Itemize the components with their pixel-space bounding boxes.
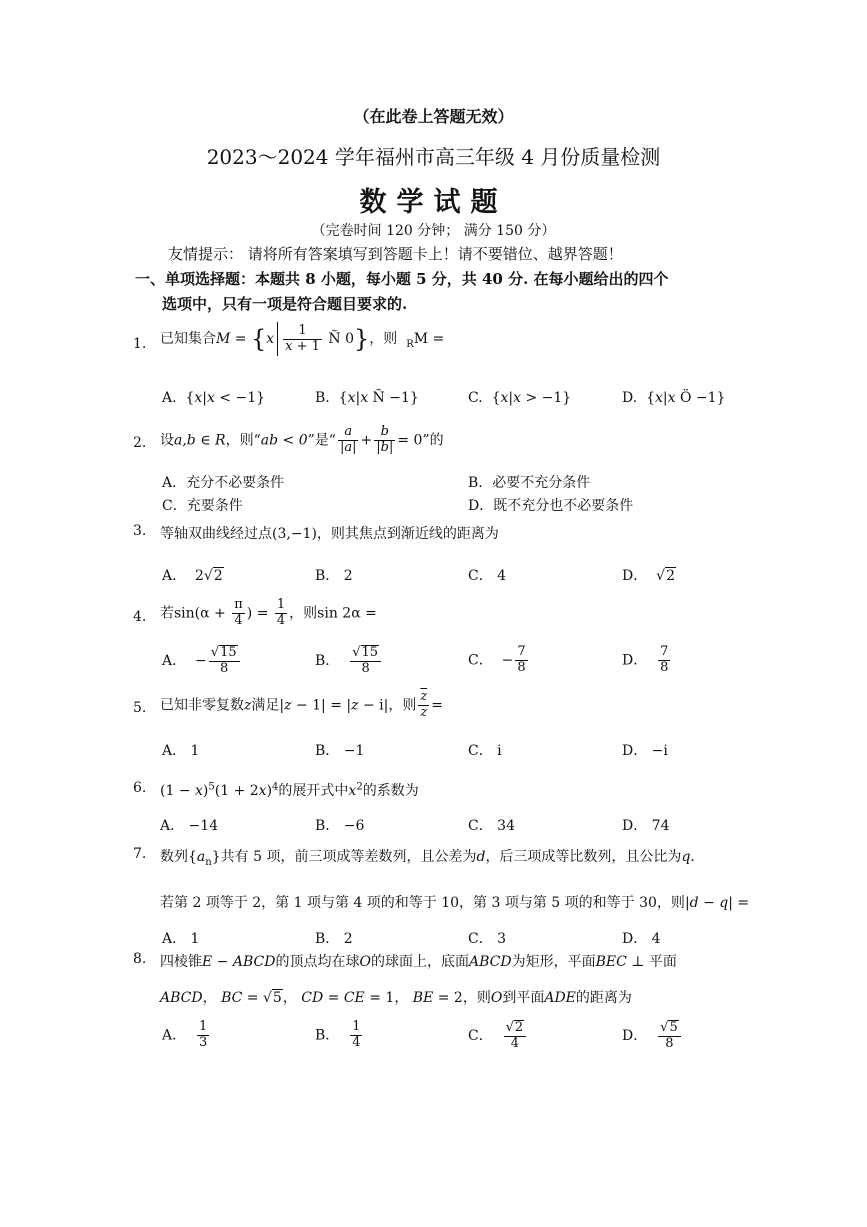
- q2-option-a[interactable]: A．充分不必要条件: [162, 475, 285, 491]
- q1-option-b[interactable]: B. {x|x Ñ −1}: [315, 390, 419, 406]
- q8-stem-line1: 四棱锥E − ABCD的顶点均在球O的球面上，底面ABCD为矩形，平面BEC ⊥ 平面: [160, 954, 677, 970]
- q1-stem: 已知集合M = {x $\frac{1}{x + 1}$ Ñ 0}，则 $_R$M =: [160, 322, 444, 356]
- q1-option-a[interactable]: A. {x|x < −1}: [162, 390, 266, 406]
- q4-option-c[interactable]: C． − $\frac{7}{8}$: [468, 644, 526, 675]
- q6-option-a[interactable]: A． −14: [160, 818, 219, 834]
- section-heading-line2: 选项中，只有一项是符合题目要求的.: [162, 295, 408, 313]
- q5-option-c[interactable]: C． i: [468, 743, 502, 759]
- q3-option-d[interactable]: D． √2: [622, 568, 675, 584]
- friendly-tip: 友情提示： 请将所有答案填写到答题卡上！请不要错位、越界答题！: [168, 245, 623, 263]
- q4-number: 4.: [133, 609, 147, 625]
- q7-number: 7.: [133, 846, 147, 862]
- q7-option-b[interactable]: B． 2: [315, 931, 353, 947]
- q8-option-a[interactable]: A． $\frac{1}{3}$: [162, 1019, 208, 1050]
- q7-stem-line2: 若第 2 项等于 2，第 1 项与第 4 项的和等于 10，第 3 项与第 5 项的和等于 30，则|d − q| =: [160, 895, 750, 911]
- q8-option-c[interactable]: C． $\frac{√2}{4}$: [468, 1020, 528, 1052]
- q2-option-c[interactable]: C．充要条件: [162, 498, 243, 514]
- q3-option-b[interactable]: B． 2: [315, 568, 353, 584]
- q7-stem-line1: 数列$\{a_n\}$共有 5 项，前三项成等差数列，且公差为d，后三项成等比数列，且公比为q.: [160, 849, 695, 868]
- q3-stem: 等轴双曲线经过点(3,−1)，则其焦点到渐近线的距离为: [160, 526, 499, 542]
- subject-title: 数学试题: [359, 187, 508, 218]
- q1-option-d[interactable]: D. {x|x Ö −1}: [622, 390, 726, 406]
- q1-option-c[interactable]: C. {x|x > −1}: [468, 390, 572, 406]
- q8-option-b[interactable]: B． $\frac{1}{4}$: [315, 1019, 361, 1050]
- q2-stem: 设a,b ∈ R，则“ab < 0”是“ $\frac{a}{|a|}$ + $\frac{b}{|b|}$ = 0”的: [160, 424, 444, 455]
- q4-option-b[interactable]: B． $\frac{√15}{8}$: [315, 645, 383, 677]
- q6-number: 6.: [133, 780, 147, 796]
- q4-stem: 若sin(α + $\frac{\pi}{4}$ ) = $\frac{1}{4}$ ，则sin 2α =: [160, 597, 377, 628]
- q3-option-a[interactable]: A． 2√2: [162, 568, 223, 584]
- q3-option-c[interactable]: C． 4: [468, 568, 507, 584]
- section-heading-line1: 一、单项选择题：本题共 8 小题，每小题 5 分，共 40 分. 在每小题给出的四个: [135, 270, 669, 288]
- q6-option-d[interactable]: D． 74: [622, 818, 670, 834]
- exam-title: 2023～2024 学年福州市高三年级 4 月份质量检测: [206, 145, 661, 169]
- q2-number: 2.: [133, 435, 147, 451]
- q7-option-d[interactable]: D． 4: [622, 931, 661, 947]
- q1-number: 1.: [133, 336, 147, 352]
- q6-option-b[interactable]: B． −6: [315, 818, 365, 834]
- q8-option-d[interactable]: D． $\frac{√5}{8}$: [622, 1020, 683, 1052]
- q4-option-a[interactable]: A． − $\frac{√15}{8}$: [162, 645, 242, 677]
- q8-number: 8.: [133, 951, 147, 967]
- q5-option-b[interactable]: B． −1: [315, 743, 365, 759]
- q5-option-d[interactable]: D． −i: [622, 743, 668, 759]
- q3-number: 3.: [133, 523, 147, 539]
- q6-option-c[interactable]: C． 34: [468, 818, 515, 834]
- q5-number: 5.: [133, 700, 147, 716]
- q5-option-a[interactable]: A． 1: [162, 743, 200, 759]
- q6-stem: $(1 - x)^5(1 + 2x)^4$的展开式中$x^2$的系数为: [160, 781, 419, 799]
- q4-option-d[interactable]: D． $\frac{7}{8}$: [622, 644, 669, 675]
- q5-stem: 已知非零复数z满足|z − 1| = |z − i|，则 $\frac{\overline{z}}{z}$ =: [160, 689, 443, 720]
- q2-option-b[interactable]: B．必要不充分条件: [468, 475, 591, 491]
- duration: （完卷时间 120 分钟； 满分 150 分）: [311, 223, 556, 239]
- q7-option-a[interactable]: A． 1: [162, 931, 200, 947]
- q2-option-d[interactable]: D．既不充分也不必要条件: [468, 498, 634, 514]
- q8-stem-line2: ABCD， BC = √5， CD = CE = 1， BE = 2，则O到平面ADE的距离为: [160, 990, 632, 1006]
- q7-option-c[interactable]: C． 3: [468, 931, 507, 947]
- notice: （在此卷上答题无效）: [353, 107, 514, 126]
